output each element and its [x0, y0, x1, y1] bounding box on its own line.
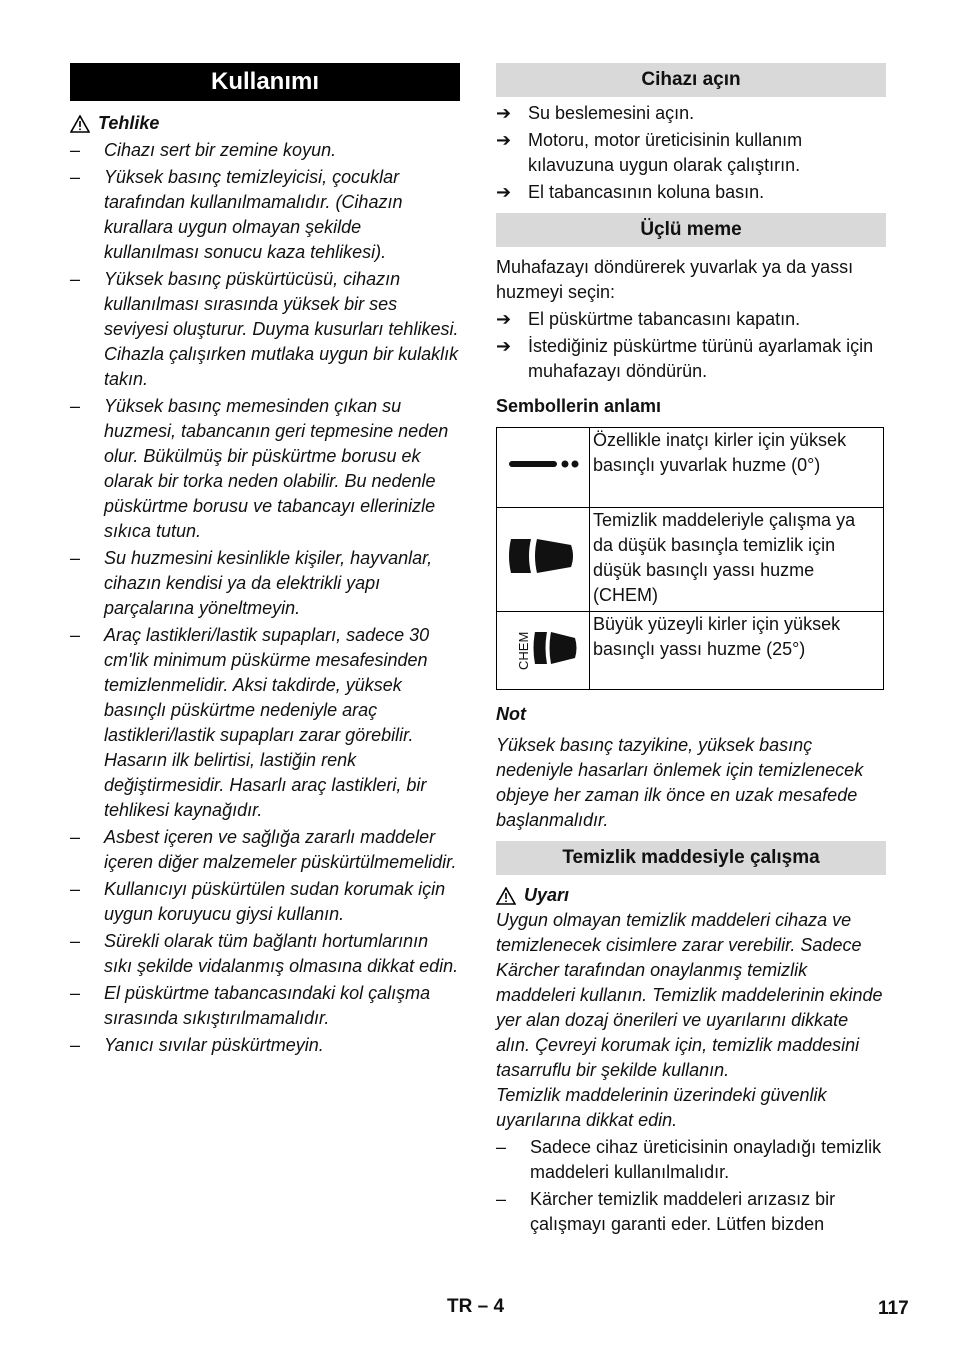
- list-item: – Araç lastikleri/lastik supapları, sadece 30 cm'lik minimum püskürme mesafesinden temizlenmelidir. Aksi takdirde, yüksek basınçlı püskürtme nedeniyle araç lastikleri/lastik supapları zarar görebilir. Hasarın ilk belirtisi, lastiğin renk değiştirmesidir. Hasarlı araç lastikleri, bir tehlikesi kaynağıdır.: [70, 623, 460, 823]
- note-text: Yüksek basınç tazyikine, yüksek basınç nedeniyle hasarları önlemek için temizlenecek objeye her zaman ilk önce en uzak mesafede başlanmalıdır.: [496, 735, 864, 830]
- warning-text-1: Uygun olmayan temizlik maddeleri cihaza ve temizlenecek cisimlere zarar verebilir. Sadece Kärcher tarafından onaylanmış temizlik maddeleri kullanın. Temizlik maddelerinin ekinde yer alan dozaj önerileri ve uyarılarını dikkate alın. Çevreyi korumak için, temizlik maddesini tasarruflu bir şekilde kullanın.: [496, 910, 883, 1080]
- section-title-nozzle: Üçlü meme: [496, 213, 886, 247]
- symbol-description: Temizlik maddeleriyle çalışma ya da düşük basınçla temizlik için düşük basınçlı yassı huzme (CHEM): [590, 508, 884, 612]
- danger-heading: [70, 111, 460, 136]
- list-item: – Sürekli olarak tüm bağlantı hortumlarının sıkı şekilde vidalanmış olmasına dikkat edin.: [70, 929, 460, 979]
- footer-page-number: 117: [878, 1298, 909, 1319]
- symbols-heading: Sembollerin anlamı: [496, 396, 662, 416]
- symbols-table: [496, 427, 884, 690]
- nozzle-steps: [496, 307, 886, 384]
- warning-heading-label: Uyarı: [524, 885, 570, 905]
- high-pressure-flat-jet-icon: [503, 620, 583, 674]
- list-item: – Kullanıcıyı püskürtülen sudan korumak için uygun koruyucu giysi kullanın.: [70, 877, 460, 927]
- symbol-description: Özellikle inatçı kirler için yüksek basınçlı yuvarlak huzme (0°): [590, 428, 884, 508]
- list-item: – Yüksek basınç püskürtücüsü, cihazın kullanılması sırasında yüksek bir ses seviyesi oluşturur. Duyma kusurları tehlikesi. Cihazla çalışırken mutlaka uygun bir kulaklık takın.: [70, 267, 460, 392]
- list-item: – Yüksek basınç memesinden çıkan su huzmesi, tabancanın geri tepmesine neden olur. Bükülmüş bir püskürtme borusu ek olarak bir torka neden olabilir. Bu nedenle püskürtme borusu ve tabancayı ellerinizle sıkıca tutun.: [70, 394, 460, 544]
- symbol-cell: [497, 612, 590, 690]
- warning-heading: [496, 883, 886, 908]
- low-pressure-flat-jet-icon: [503, 531, 583, 581]
- list-item: – Yanıcı sıvılar püskürtmeyin.: [70, 1033, 460, 1058]
- step-item: ➔ El püskürtme tabancasını kapatın.: [496, 307, 886, 332]
- symbol-description: Büyük yüzeyli kirler için yüksek basınçlı yassı huzme (25°): [590, 612, 884, 690]
- step-item: ➔ İstediğiniz püskürtme türünü ayarlamak için muhafazayı döndürün.: [496, 334, 886, 384]
- step-item: ➔ Motoru, motor üreticisinin kullanım kılavuzuna uygun olarak çalıştırın.: [496, 128, 886, 178]
- right-column: [496, 63, 886, 1239]
- step-item: ➔ Su beslemesini açın.: [496, 101, 886, 126]
- table-row: [497, 508, 884, 612]
- list-item: – Su huzmesini kesinlikle kişiler, hayvanlar, cihazın kendisi ya da elektrikli yapı parçalarına yöneltmeyin.: [70, 546, 460, 621]
- danger-list: [70, 138, 460, 1058]
- list-item: – Asbest içeren ve sağlığa zararlı maddeler içeren diğer malzemeler püskürtülmemelidir.: [70, 825, 460, 875]
- warning-triangle-icon: [496, 887, 516, 905]
- switch-on-steps: [496, 101, 886, 205]
- list-item: – Cihazı sert bir zemine koyun.: [70, 138, 460, 163]
- symbol-cell: [497, 508, 590, 612]
- section-title-usage: Kullanımı: [70, 63, 460, 101]
- list-item: – Yüksek basınç temizleyicisi, çocuklar tarafından kullanılmamalıdır. (Cihazın kurallara uygun olmayan şekilde kullanılması sonucu kaza tehlikesi).: [70, 165, 460, 265]
- list-item: – El püskürtme tabancasındaki kol çalışma sırasında sıkıştırılmamalıdır.: [70, 981, 460, 1031]
- detergent-list: [496, 1135, 886, 1237]
- step-item: ➔ El tabancasının koluna basın.: [496, 180, 886, 205]
- warning-triangle-icon: [70, 115, 90, 133]
- table-row: [497, 612, 884, 690]
- section-title-detergent: Temizlik maddesiyle çalışma: [496, 841, 886, 875]
- table-row: [497, 428, 884, 508]
- note-heading: Not: [496, 704, 526, 724]
- list-item: – Sadece cihaz üreticisinin onayladığı temizlik maddeleri kullanılmalıdır.: [496, 1135, 886, 1185]
- symbol-cell: [497, 428, 590, 508]
- chem-label: CHEM: [516, 631, 531, 670]
- danger-heading-label: Tehlike: [98, 113, 160, 133]
- warning-text-2: Temizlik maddelerinin üzerindeki güvenlik uyarılarına dikkat edin.: [496, 1085, 827, 1130]
- round-jet-icon: [503, 449, 583, 479]
- nozzle-intro: Muhafazayı döndürerek yuvarlak ya da yassı huzmeyi seçin:: [496, 257, 854, 302]
- section-title-switch-on: Cihazı açın: [496, 63, 886, 97]
- left-column: [70, 63, 460, 1060]
- list-item: – Kärcher temizlik maddeleri arızasız bir çalışmayı garanti eder. Lütfen bizden: [496, 1187, 886, 1237]
- footer-language-page: TR – 4: [447, 1296, 505, 1317]
